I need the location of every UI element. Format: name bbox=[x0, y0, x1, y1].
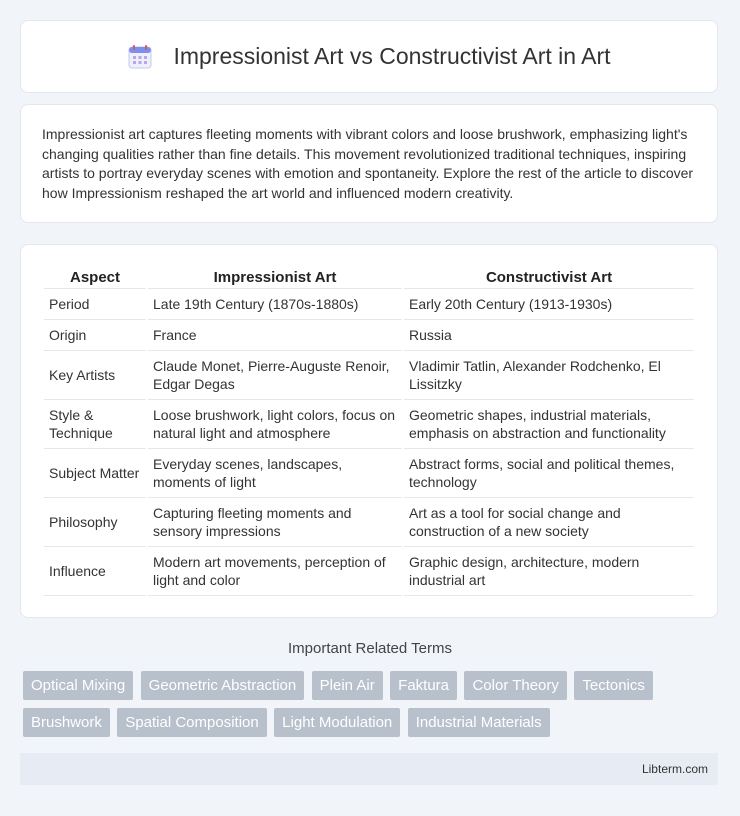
related-terms-title: Important Related Terms bbox=[288, 640, 452, 657]
impressionist-cell: Modern art movements, perception of light and color bbox=[148, 547, 402, 596]
related-term-tag[interactable]: Brushwork bbox=[23, 708, 110, 737]
table-row bbox=[44, 289, 694, 320]
impressionist-cell: Capturing fleeting moments and sensory impressions bbox=[148, 498, 402, 547]
related-terms-list bbox=[23, 671, 723, 745]
impressionist-cell: Late 19th Century (1870s-1880s) bbox=[148, 289, 402, 320]
impressionist-cell: Claude Monet, Pierre-Auguste Renoir, Edgar Degas bbox=[148, 351, 402, 400]
aspect-cell: Origin bbox=[44, 320, 146, 351]
aspect-cell: Influence bbox=[44, 547, 146, 596]
table-header-row bbox=[44, 263, 694, 289]
impressionist-cell: France bbox=[148, 320, 402, 351]
aspect-cell: Subject Matter bbox=[44, 449, 146, 498]
title-card bbox=[20, 20, 718, 93]
related-term-tag[interactable]: Faktura bbox=[390, 671, 457, 700]
header-constructivist: Constructivist Art bbox=[404, 263, 694, 289]
constructivist-cell: Geometric shapes, industrial materials, emphasis on abstraction and functionality bbox=[404, 400, 694, 449]
constructivist-cell: Russia bbox=[404, 320, 694, 351]
constructivist-cell: Vladimir Tatlin, Alexander Rodchenko, El Lissitzky bbox=[404, 351, 694, 400]
intro-text: Impressionist art captures fleeting moments with vibrant colors and loose brushwork, emphasizing light's changing qualities rather than fine details. This movement revolutionized traditional techniques, inspiring artists to portray everyday scenes with emotion and spontaneity. Explore the rest of the article to discover how Impressionism reshaped the art world and influenced modern creativity. bbox=[42, 126, 694, 201]
header-aspect: Aspect bbox=[44, 263, 146, 289]
table-row bbox=[44, 498, 694, 547]
table-row bbox=[44, 547, 694, 596]
constructivist-cell: Abstract forms, social and political themes, technology bbox=[404, 449, 694, 498]
related-term-tag[interactable]: Tectonics bbox=[574, 671, 653, 700]
related-term-tag[interactable]: Optical Mixing bbox=[23, 671, 133, 700]
constructivist-cell: Art as a tool for social change and construction of a new society bbox=[404, 498, 694, 547]
table-row bbox=[44, 320, 694, 351]
related-term-tag[interactable]: Light Modulation bbox=[274, 708, 400, 737]
impressionist-cell: Everyday scenes, landscapes, moments of light bbox=[148, 449, 402, 498]
related-term-tag[interactable]: Geometric Abstraction bbox=[141, 671, 305, 700]
aspect-cell: Philosophy bbox=[44, 498, 146, 547]
aspect-cell: Style & Technique bbox=[44, 400, 146, 449]
constructivist-cell: Graphic design, architecture, modern industrial art bbox=[404, 547, 694, 596]
comparison-table bbox=[42, 263, 696, 596]
intro-card bbox=[20, 104, 718, 223]
aspect-cell: Period bbox=[44, 289, 146, 320]
constructivist-cell: Early 20th Century (1913-1930s) bbox=[404, 289, 694, 320]
calendar-icon bbox=[127, 44, 153, 70]
page-title: Impressionist Art vs Constructivist Art in Art bbox=[173, 43, 611, 69]
table-row bbox=[44, 351, 694, 400]
comparison-table-card bbox=[20, 244, 718, 618]
aspect-cell: Key Artists bbox=[44, 351, 146, 400]
table-row bbox=[44, 400, 694, 449]
related-term-tag[interactable]: Color Theory bbox=[464, 671, 566, 700]
footer-brand-link[interactable]: Libterm.com bbox=[641, 762, 708, 776]
related-term-tag[interactable]: Plein Air bbox=[312, 671, 383, 700]
impressionist-cell: Loose brushwork, light colors, focus on natural light and atmosphere bbox=[148, 400, 402, 449]
header-impressionist: Impressionist Art bbox=[148, 263, 402, 289]
related-term-tag[interactable]: Spatial Composition bbox=[117, 708, 266, 737]
footer bbox=[20, 753, 718, 785]
related-term-tag[interactable]: Industrial Materials bbox=[408, 708, 550, 737]
table-row bbox=[44, 449, 694, 498]
